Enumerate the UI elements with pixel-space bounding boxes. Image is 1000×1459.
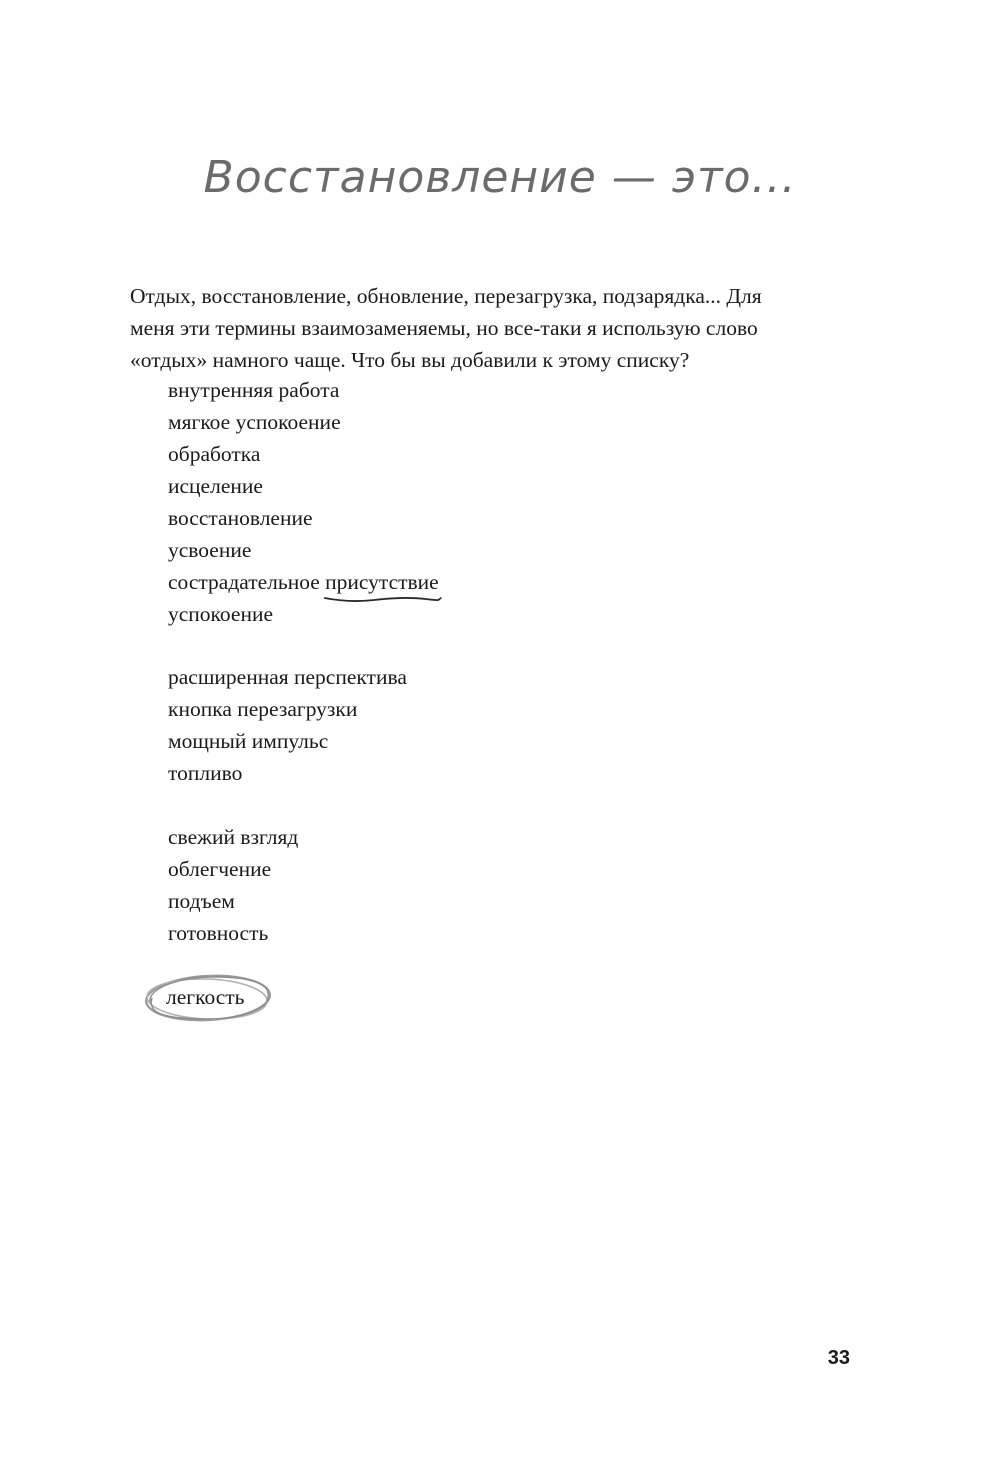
- list-item: готовность: [168, 921, 269, 945]
- word-list-group-1: [168, 374, 439, 630]
- list-item: исцеление: [168, 474, 263, 498]
- list-item: подъем: [168, 889, 235, 913]
- underlined-word: [325, 566, 439, 598]
- list-item: облегчение: [168, 857, 272, 881]
- list-item: успокоение: [168, 602, 274, 626]
- list-item: внутренняя работа: [168, 378, 340, 402]
- list-item: обработка: [168, 442, 261, 466]
- intro-line: Отдых, восстановление, обновление, перезагрузка, подзарядка... Для: [130, 284, 762, 308]
- word-list-group-2: [168, 661, 407, 789]
- circled-word: легкость: [166, 985, 245, 1009]
- page-number: 33: [827, 1347, 850, 1369]
- list-item: мощный импульс: [168, 729, 329, 753]
- word-list-group-3: [168, 821, 298, 949]
- list-item: мягкое успокоение: [168, 410, 341, 434]
- list-item-underlined: [168, 566, 439, 598]
- list-item: расширенная перспектива: [168, 665, 407, 689]
- list-item: усвоение: [168, 538, 252, 562]
- page-title: Восстановление — это...: [203, 152, 797, 203]
- hand-drawn-underline-icon: [323, 594, 443, 604]
- list-item-text: сострадательное: [168, 570, 326, 594]
- intro-line: «отдых» намного чаще. Что бы вы добавили к этому списку?: [130, 348, 690, 372]
- list-item: свежий взгляд: [168, 825, 299, 849]
- list-item: топливо: [168, 761, 243, 785]
- list-item: кнопка перезагрузки: [168, 697, 358, 721]
- intro-line: меня эти термины взаимозаменяемы, но все-таки я использую слово: [130, 316, 758, 340]
- underlined-word-text: присутствие: [325, 570, 439, 594]
- circled-word-block: [140, 968, 276, 1028]
- list-item: восстановление: [168, 506, 313, 530]
- intro-paragraph: [130, 280, 870, 376]
